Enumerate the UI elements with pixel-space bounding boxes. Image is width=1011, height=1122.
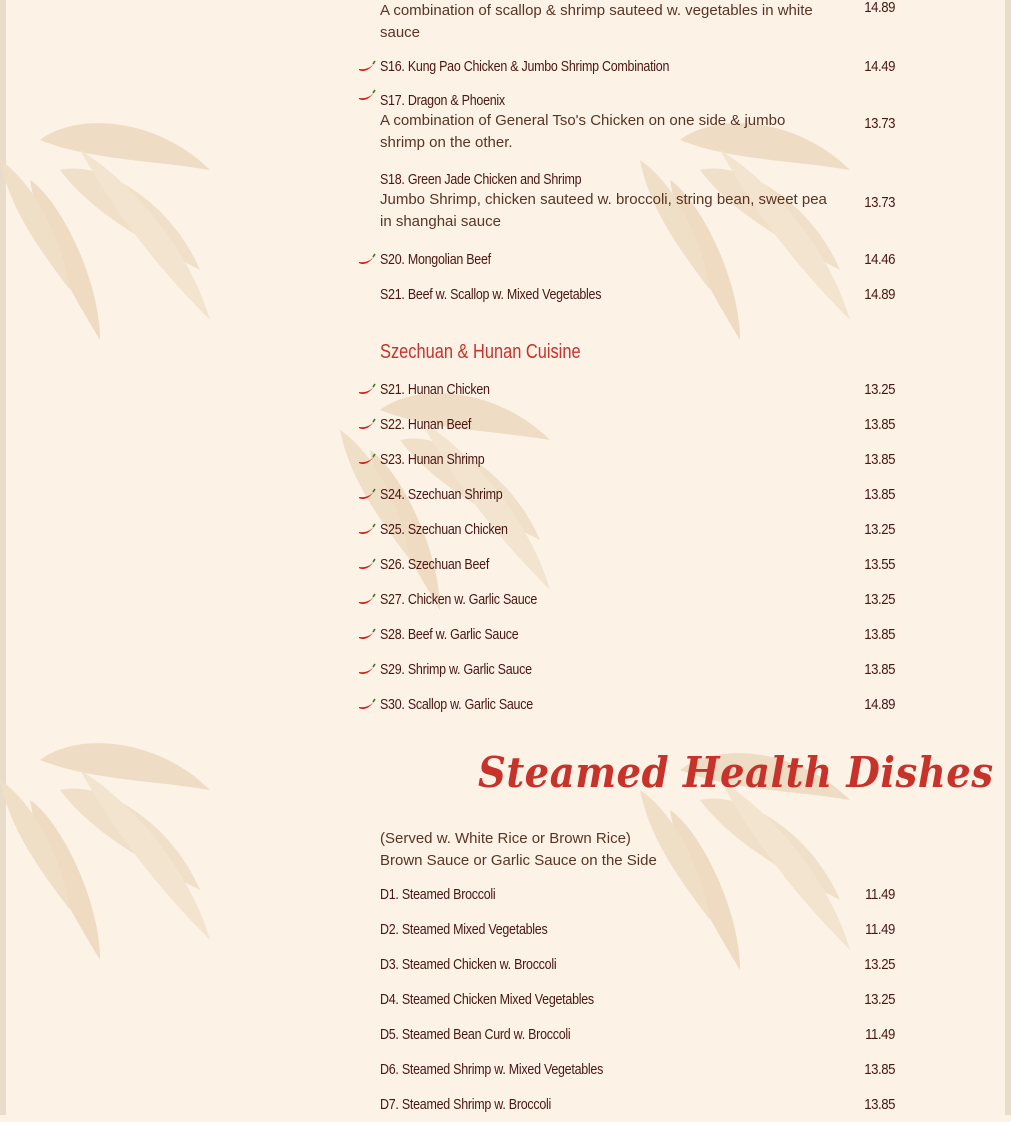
item-name: S29. Shrimp w. Garlic Sauce [380, 661, 532, 678]
item-price: 11.49 [865, 921, 895, 938]
item-name: S22. Hunan Beef [380, 416, 472, 433]
menu-item [356, 1087, 901, 1122]
menu-item [356, 1017, 901, 1052]
item-price: 14.89 [864, 0, 895, 16]
menu-item [356, 442, 901, 477]
item-name: D7. Steamed Shrimp w. Broccoli [380, 1096, 552, 1113]
menu-list-steamed [356, 877, 901, 1122]
menu-item [356, 687, 901, 722]
item-price: 13.73 [864, 193, 895, 211]
section-title-steamed: Steamed Health Dishes [478, 748, 994, 797]
item-price: 14.89 [864, 696, 895, 713]
section-note-rice: (Served w. White Rice or Brown Rice) [380, 830, 631, 847]
chili-pepper-icon [358, 89, 376, 103]
menu-item [356, 947, 901, 982]
chili-pepper-icon [358, 663, 376, 677]
item-name: S27. Chicken w. Garlic Sauce [380, 591, 538, 608]
item-price: 14.49 [864, 58, 895, 75]
menu-item [356, 652, 901, 687]
chili-pepper-icon [358, 593, 376, 607]
menu-item-top [356, 0, 901, 44]
menu-item [356, 982, 901, 1017]
item-price: 13.25 [864, 591, 895, 608]
chili-pepper-icon [358, 523, 376, 537]
item-name: S26. Szechuan Beef [380, 556, 490, 573]
menu-item [356, 477, 901, 512]
menu-item [356, 1052, 901, 1087]
item-name: S16. Kung Pao Chicken & Jumbo Shrimp Combination [380, 58, 670, 75]
chili-pepper-icon [358, 628, 376, 642]
chili-pepper-icon [358, 253, 376, 267]
item-name: D3. Steamed Chicken w. Broccoli [380, 956, 557, 973]
item-price: 13.55 [864, 556, 895, 573]
chili-pepper-icon [358, 558, 376, 572]
item-name: D1. Steamed Broccoli [380, 886, 496, 903]
item-name: D4. Steamed Chicken Mixed Vegetables [380, 991, 594, 1008]
item-name: S24. Szechuan Shrimp [380, 486, 503, 503]
item-name: S21. Beef w. Scallop w. Mixed Vegetables [380, 286, 602, 303]
item-name: S25. Szechuan Chicken [380, 521, 508, 538]
menu-item [356, 372, 901, 407]
item-name: S28. Beef w. Garlic Sauce [380, 626, 519, 643]
item-name: S20. Mongolian Beef [380, 251, 491, 268]
item-name: S17. Dragon & Phoenix [380, 93, 505, 109]
item-price: 13.85 [864, 1061, 895, 1078]
item-price: 13.85 [864, 451, 895, 468]
item-price: 13.25 [864, 521, 895, 538]
item-price: 11.49 [865, 1026, 895, 1043]
menu-item [356, 162, 901, 242]
menu-item [356, 242, 901, 277]
item-price: 13.85 [864, 486, 895, 503]
menu-item [356, 617, 901, 652]
item-description: A combination of scallop & shrimp sauteed w. vegetables in white sauce [380, 2, 813, 41]
item-name: S23. Hunan Shrimp [380, 451, 485, 468]
item-name: S21. Hunan Chicken [380, 381, 490, 398]
item-price: 14.46 [864, 251, 895, 268]
item-price: 13.85 [864, 626, 895, 643]
item-name: S18. Green Jade Chicken and Shrimp [380, 172, 582, 188]
menu-item [356, 547, 901, 582]
chili-pepper-icon [358, 453, 376, 467]
item-price: 13.73 [864, 114, 895, 132]
item-price: 13.25 [864, 956, 895, 973]
chili-pepper-icon [358, 383, 376, 397]
menu-item [356, 407, 901, 442]
item-price: 13.25 [864, 381, 895, 398]
chili-pepper-icon [358, 488, 376, 502]
chili-pepper-icon [358, 698, 376, 712]
item-description: Jumbo Shrimp, chicken sauteed w. broccoli, string bean, sweet pea in shanghai sauce [380, 191, 827, 230]
item-name: D5. Steamed Bean Curd w. Broccoli [380, 1026, 571, 1043]
item-price: 11.49 [865, 886, 895, 903]
item-price: 13.85 [864, 1096, 895, 1113]
menu-item [356, 84, 901, 162]
menu-item [356, 912, 901, 947]
item-price: 13.85 [864, 416, 895, 433]
menu-list-specials [356, 49, 901, 312]
section-note-sauce: Brown Sauce or Garlic Sauce on the Side [380, 852, 657, 869]
item-price: 13.85 [864, 661, 895, 678]
menu-item [356, 512, 901, 547]
menu-item [356, 877, 901, 912]
menu-item [356, 49, 901, 84]
menu-list-szechuan [356, 372, 901, 722]
item-price: 14.89 [864, 286, 895, 303]
item-name: S30. Scallop w. Garlic Sauce [380, 696, 533, 713]
item-name: D6. Steamed Shrimp w. Mixed Vegetables [380, 1061, 604, 1078]
menu-item [356, 582, 901, 617]
chili-pepper-icon [358, 60, 376, 74]
section-title-szechuan: Szechuan & Hunan Cuisine [380, 341, 581, 363]
item-name: D2. Steamed Mixed Vegetables [380, 921, 548, 938]
chili-pepper-icon [358, 418, 376, 432]
item-price: 13.25 [864, 991, 895, 1008]
item-description: A combination of General Tso's Chicken on one side & jumbo shrimp on the other. [380, 112, 786, 151]
menu-item [356, 277, 901, 312]
